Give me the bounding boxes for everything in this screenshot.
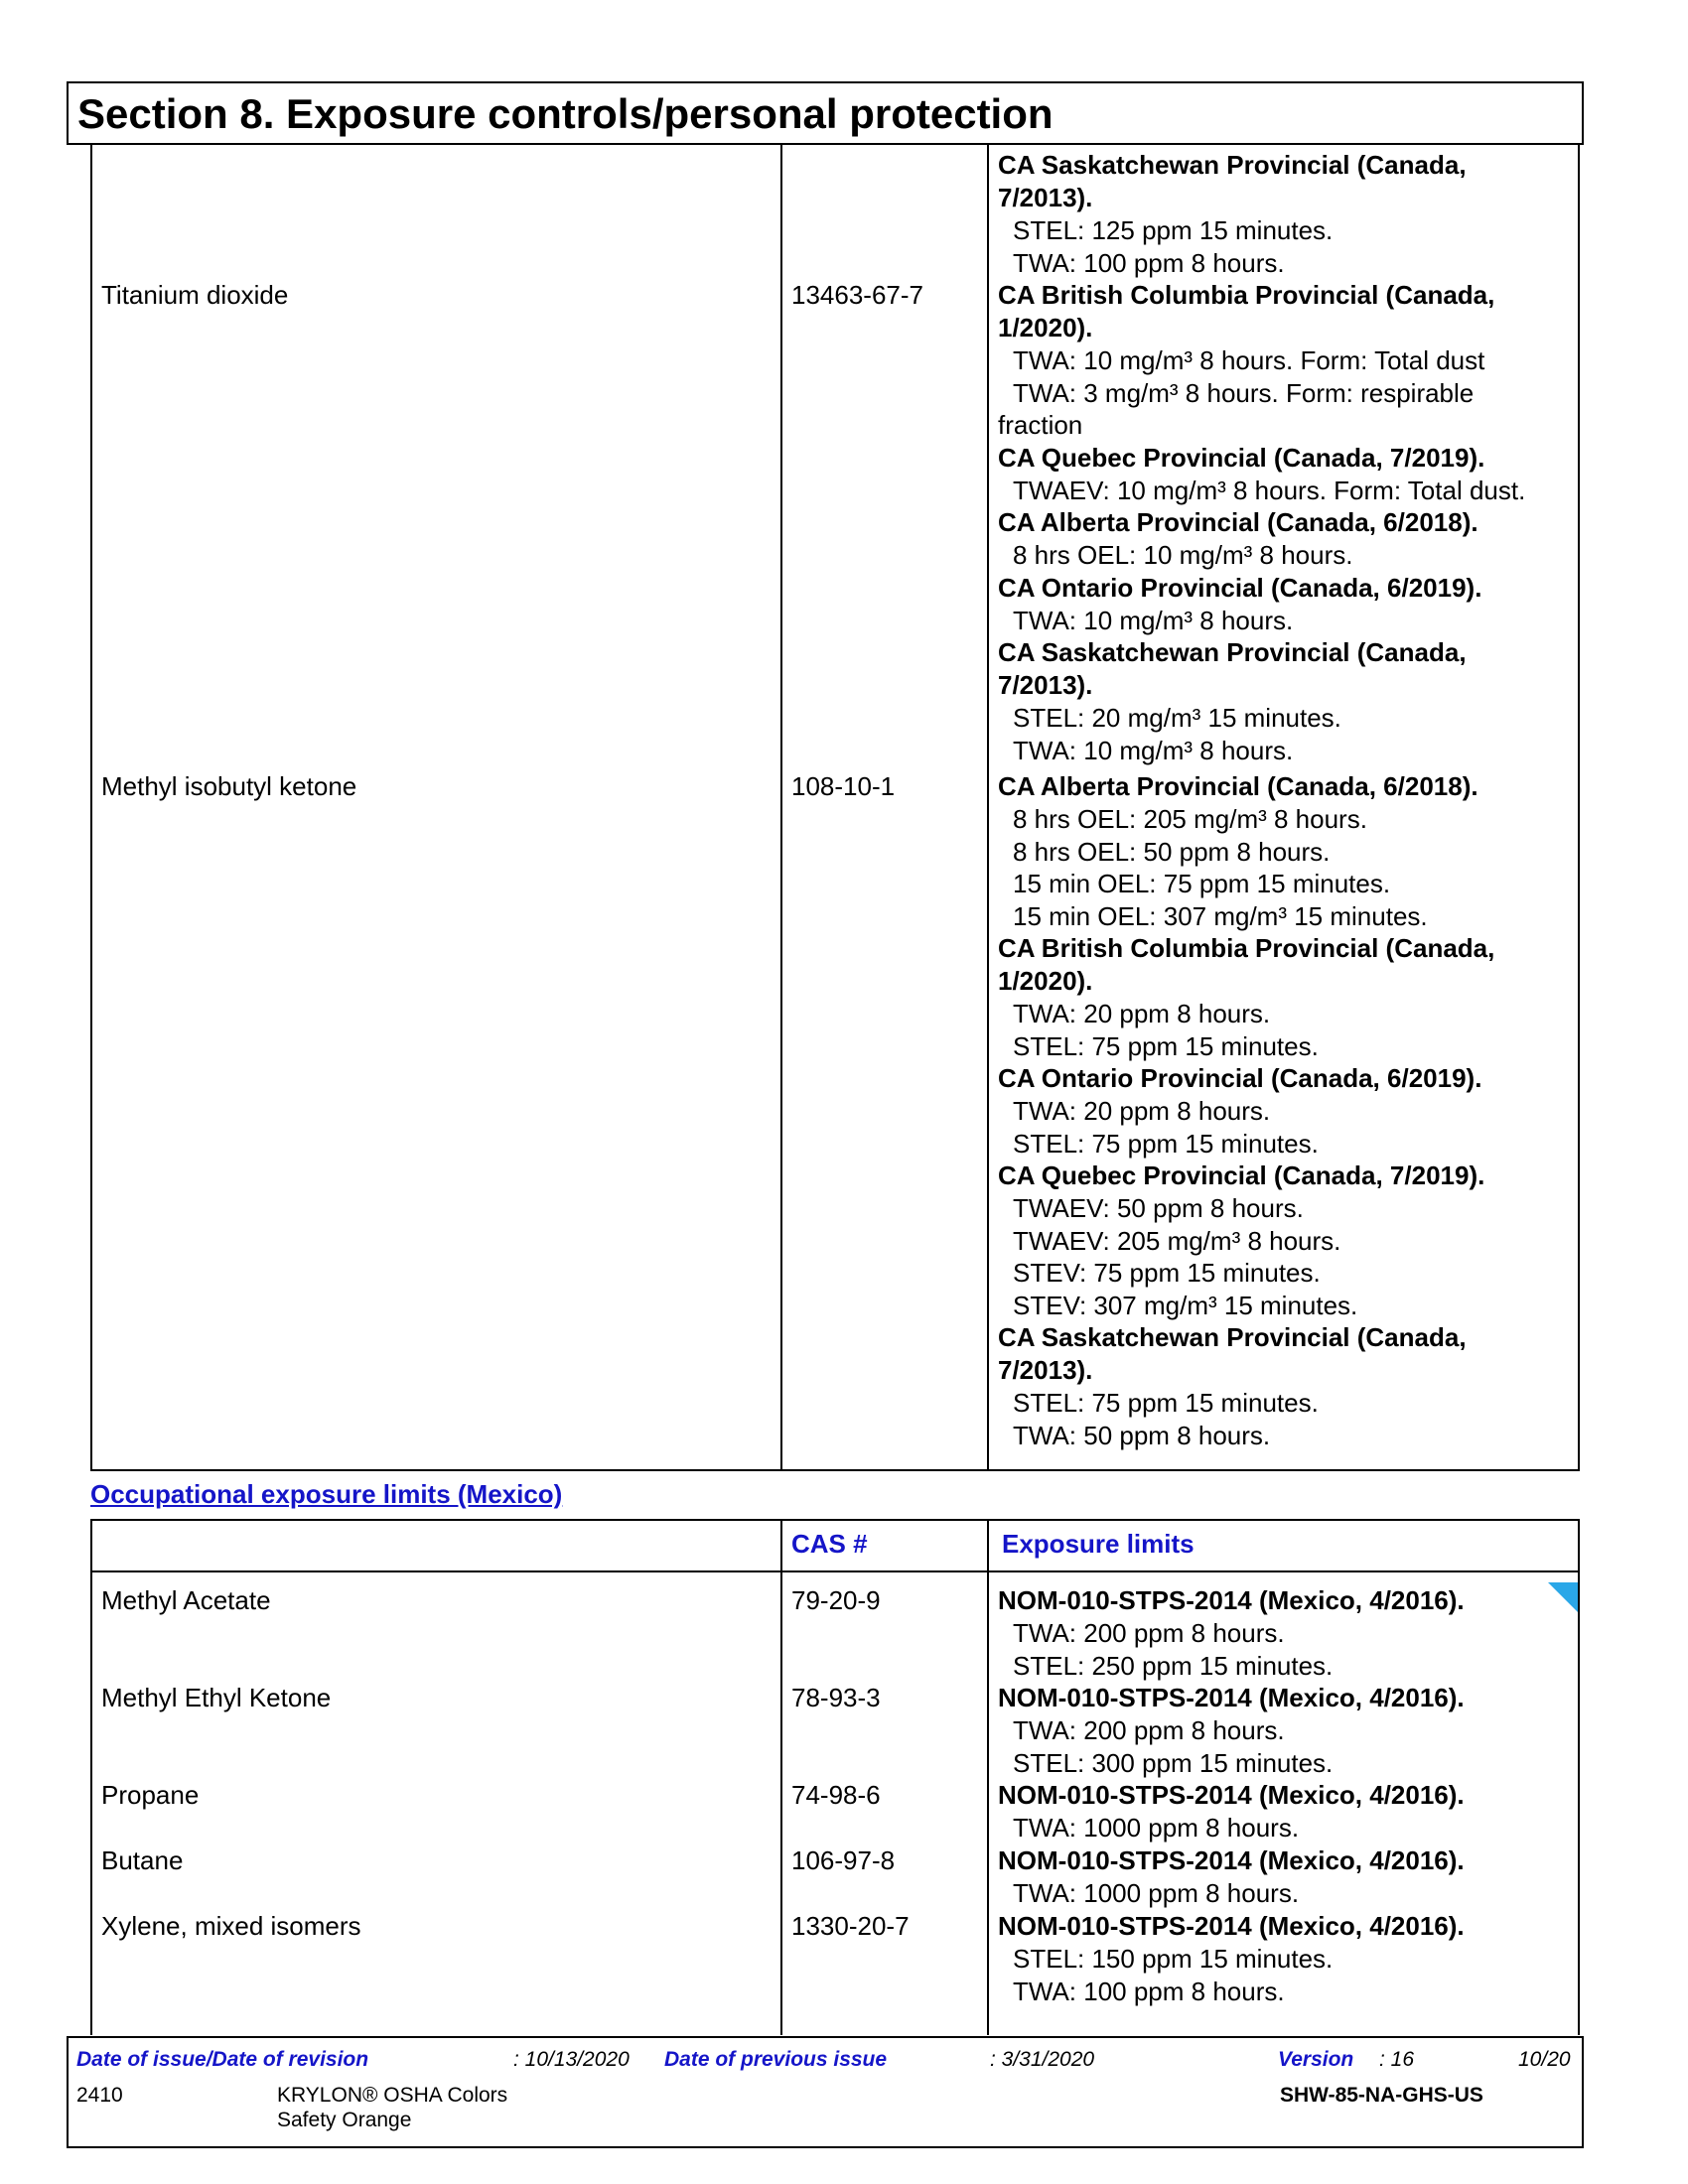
substance-name: Methyl isobutyl ketone — [101, 771, 357, 801]
limit-value: TWA: 100 ppm 8 hours. — [1013, 1976, 1285, 2006]
mexico-heading-link[interactable]: Occupational exposure limits (Mexico) — [90, 1479, 563, 1509]
limit-source-cont: 7/2013). — [998, 183, 1093, 212]
limit-source-cont: 1/2020). — [998, 313, 1093, 342]
limits-cell — [998, 1910, 1580, 2007]
column-divider — [780, 1521, 782, 2035]
limits-cell — [998, 1844, 1580, 1910]
limits-cell — [998, 279, 1580, 766]
limit-value: 8 hrs OEL: 10 mg/m³ 8 hours. — [1013, 540, 1353, 570]
limit-value: TWA: 200 ppm 8 hours. — [1013, 1618, 1285, 1648]
limit-value: STEL: 300 ppm 15 minutes. — [1013, 1747, 1334, 1778]
version-label: Version — [1278, 2048, 1354, 2071]
previous-issue-value: : 3/31/2020 — [990, 2048, 1095, 2071]
limit-value: TWA: 1000 ppm 8 hours. — [1013, 1813, 1300, 1843]
cas-number: 74-98-6 — [791, 1780, 881, 1810]
limit-value: TWA: 10 mg/m³ 8 hours. — [1013, 605, 1294, 635]
product-code: 2410 — [76, 2084, 123, 2107]
limit-value: STEL: 20 mg/m³ 15 minutes. — [1013, 703, 1341, 733]
product-color: Safety Orange — [277, 2109, 412, 2131]
column-divider — [987, 145, 989, 1469]
limits-cell — [998, 1682, 1580, 1779]
product-name: KRYLON® OSHA Colors — [277, 2084, 508, 2107]
limit-value: 8 hrs OEL: 205 mg/m³ 8 hours. — [1013, 804, 1367, 834]
limit-value: STEL: 150 ppm 15 minutes. — [1013, 1944, 1334, 1974]
limit-value: STEL: 125 ppm 15 minutes. — [1013, 215, 1334, 245]
limit-value: TWA: 1000 ppm 8 hours. — [1013, 1878, 1300, 1908]
limit-value: STEV: 307 mg/m³ 15 minutes. — [1013, 1290, 1358, 1320]
limit-value: TWA: 20 ppm 8 hours. — [1013, 1096, 1271, 1126]
limit-value: STEV: 75 ppm 15 minutes. — [1013, 1258, 1321, 1288]
limit-value: 8 hrs OEL: 50 ppm 8 hours. — [1013, 836, 1331, 867]
limit-source: NOM-010-STPS-2014 (Mexico, 4/2016). — [998, 1780, 1465, 1810]
limit-value: TWA: 10 mg/m³ 8 hours. Form: Total dust — [1013, 345, 1485, 375]
limits-cell — [998, 149, 1580, 279]
limit-source: NOM-010-STPS-2014 (Mexico, 4/2016). — [998, 1683, 1465, 1712]
limit-value: TWAEV: 205 mg/m³ 8 hours. — [1013, 1225, 1341, 1256]
cas-number: 1330-20-7 — [791, 1911, 910, 1941]
limit-value: STEL: 250 ppm 15 minutes. — [1013, 1650, 1334, 1681]
substance-name: Xylene, mixed isomers — [101, 1911, 361, 1941]
cas-number: 78-93-3 — [791, 1683, 881, 1712]
cas-column-header: CAS # — [791, 1529, 868, 1559]
limit-value: TWAEV: 10 mg/m³ 8 hours. Form: Total dust. — [1013, 475, 1526, 505]
limit-source: CA British Columbia Provincial (Canada, — [998, 280, 1495, 310]
issue-date-label: Date of issue/Date of revision — [76, 2048, 369, 2071]
limit-value: TWA: 3 mg/m³ 8 hours. Form: respirable — [1013, 377, 1475, 408]
limit-value: 15 min OEL: 307 mg/m³ 15 minutes. — [1013, 900, 1428, 931]
cas-number: 108-10-1 — [791, 771, 896, 801]
document-id: SHW-85-NA-GHS-US — [1280, 2084, 1483, 2107]
limit-source: CA Alberta Provincial (Canada, 6/2018). — [998, 507, 1478, 537]
limit-source: CA Quebec Provincial (Canada, 7/2019). — [998, 1160, 1485, 1190]
limit-source: CA Saskatchewan Provincial (Canada, — [998, 150, 1467, 180]
limit-source-cont: 1/2020). — [998, 966, 1093, 996]
page-footer — [67, 2036, 1584, 2148]
limit-source: NOM-010-STPS-2014 (Mexico, 4/2016). — [998, 1845, 1465, 1875]
limit-source: CA Quebec Provincial (Canada, 7/2019). — [998, 442, 1485, 473]
cas-number: 79-20-9 — [791, 1585, 881, 1615]
limit-source-cont: 7/2013). — [998, 670, 1093, 700]
limits-column-header: Exposure limits — [1002, 1529, 1195, 1559]
limit-source: CA Saskatchewan Provincial (Canada, — [998, 1322, 1467, 1352]
version-value: : 16 — [1379, 2048, 1415, 2071]
section-header — [67, 81, 1584, 145]
column-divider — [780, 145, 782, 1469]
limit-value: STEL: 75 ppm 15 minutes. — [1013, 1128, 1319, 1159]
column-divider — [987, 1521, 989, 2035]
limit-source-cont: 7/2013). — [998, 1355, 1093, 1385]
limit-value: STEL: 75 ppm 15 minutes. — [1013, 1030, 1319, 1061]
cas-number: 13463-67-7 — [791, 280, 923, 310]
substance-name: Propane — [101, 1780, 200, 1810]
limit-value-wrap: fraction — [998, 410, 1083, 440]
limit-value: 15 min OEL: 75 ppm 15 minutes. — [1013, 869, 1391, 898]
substance-name: Butane — [101, 1845, 184, 1875]
canada-limits-table — [90, 145, 1580, 1471]
limit-source: CA Alberta Provincial (Canada, 6/2018). — [998, 771, 1478, 801]
substance-name: Methyl Ethyl Ketone — [101, 1683, 332, 1712]
limit-value: STEL: 75 ppm 15 minutes. — [1013, 1388, 1319, 1418]
limit-value: TWA: 100 ppm 8 hours. — [1013, 247, 1285, 278]
limit-source: NOM-010-STPS-2014 (Mexico, 4/2016). — [998, 1585, 1465, 1615]
mexico-limits-table — [90, 1519, 1580, 2035]
limit-value: TWA: 20 ppm 8 hours. — [1013, 999, 1271, 1028]
previous-issue-label: Date of previous issue — [664, 2048, 888, 2071]
limit-source: CA Ontario Provincial (Canada, 6/2019). — [998, 1063, 1482, 1093]
limit-value: TWA: 10 mg/m³ 8 hours. — [1013, 735, 1294, 765]
limit-source: NOM-010-STPS-2014 (Mexico, 4/2016). — [998, 1911, 1465, 1941]
cas-number: 106-97-8 — [791, 1845, 896, 1875]
limits-cell — [998, 1584, 1580, 1682]
substance-name: Methyl Acetate — [101, 1585, 271, 1615]
section-title: Section 8. Exposure controls/personal protection — [77, 90, 1054, 137]
issue-date-value: : 10/13/2020 — [513, 2048, 630, 2071]
limit-value: TWA: 50 ppm 8 hours. — [1013, 1420, 1271, 1450]
limits-cell — [998, 770, 1580, 1451]
table-header — [92, 1521, 1578, 1572]
substance-name: Titanium dioxide — [101, 280, 289, 310]
limit-value: TWAEV: 50 ppm 8 hours. — [1013, 1193, 1304, 1223]
limit-source: CA Ontario Provincial (Canada, 6/2019). — [998, 572, 1482, 603]
limit-source: CA British Columbia Provincial (Canada, — [998, 933, 1495, 963]
page-number: 10/20 — [1518, 2048, 1571, 2071]
limit-value: TWA: 200 ppm 8 hours. — [1013, 1715, 1285, 1745]
limits-cell — [998, 1779, 1580, 1844]
limit-source: CA Saskatchewan Provincial (Canada, — [998, 637, 1467, 667]
